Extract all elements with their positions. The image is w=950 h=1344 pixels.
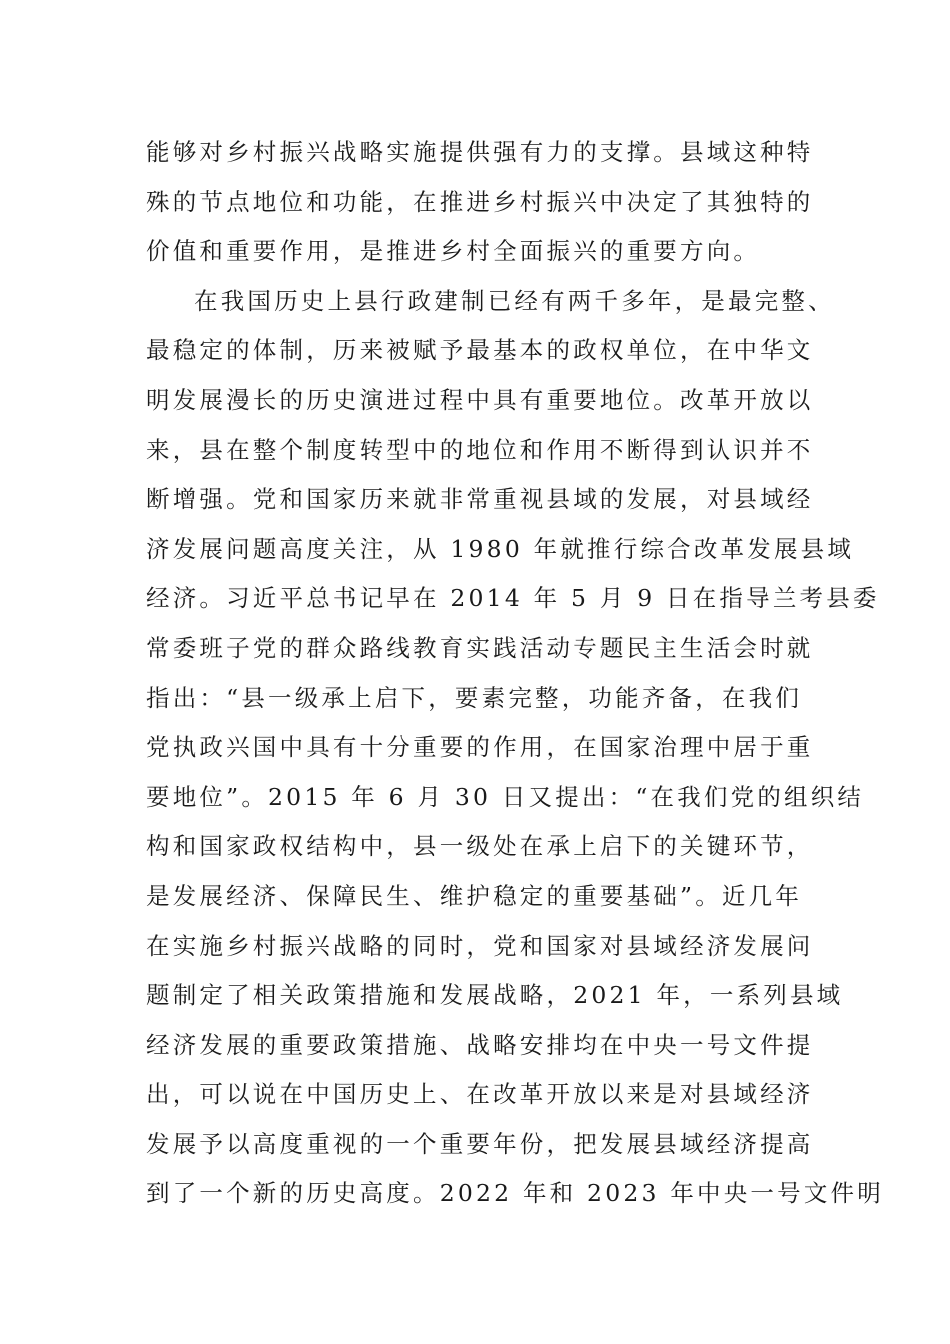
text-line: 要地位”。2015 年 6 月 30 日又提出：“在我们党的组织结 — [146, 782, 865, 811]
text-line: 经济。习近平总书记早在 2014 年 5 月 9 日在指导兰考县委 — [146, 584, 880, 613]
text-line: 在实施乡村振兴战略的同时，党和国家对县域经济发展问 — [146, 931, 814, 960]
text-line: 最稳定的体制，历来被赋予最基本的政权单位，在中华文 — [146, 336, 814, 365]
text-line: 济发展问题高度关注，从 1980 年就推行综合改革发展县域 — [146, 534, 855, 563]
text-line: 到了一个新的历史高度。2022 年和 2023 年中央一号文件明 — [146, 1179, 884, 1208]
paragraph — [146, 128, 816, 277]
text-line: 断增强。党和国家历来就非常重视县域的发展，对县域经 — [146, 485, 814, 514]
text-line: 题制定了相关政策措施和发展战略，2021 年，一系列县域 — [146, 981, 844, 1010]
text-line: 经济发展的重要政策措施、战略安排均在中央一号文件提 — [146, 1030, 814, 1059]
text-line: 出，可以说在中国历史上、在改革开放以来是对县域经济 — [146, 1080, 814, 1109]
text-line: 常委班子党的群众路线教育实践活动专题民主生活会时就 — [146, 633, 814, 662]
text-line: 殊的节点地位和功能，在推进乡村振兴中决定了其独特的 — [146, 187, 814, 216]
text-line: 指出：“县一级承上启下，要素完整，功能齐备，在我们 — [146, 683, 803, 712]
text-line: 在我国历史上县行政建制已经有两千多年，是最完整、 — [194, 286, 835, 315]
text-line: 来，县在整个制度转型中的地位和作用不断得到认识并不 — [146, 435, 814, 464]
text-line: 是发展经济、保障民生、维护稳定的重要基础”。近几年 — [146, 881, 803, 910]
body-text — [146, 128, 884, 1219]
text-line: 构和国家政权结构中，县一级处在承上启下的关键环节， — [146, 832, 814, 861]
text-line: 党执政兴国中具有十分重要的作用，在国家治理中居于重 — [146, 733, 814, 762]
paragraph — [146, 277, 884, 1219]
text-line: 明发展漫长的历史演进过程中具有重要地位。改革开放以 — [146, 385, 814, 414]
text-line: 能够对乡村振兴战略实施提供强有力的支撑。县域这种特 — [146, 138, 814, 166]
text-line: 价值和重要作用，是推进乡村全面振兴的重要方向。 — [146, 237, 761, 266]
text-line: 发展予以高度重视的一个重要年份，把发展县域经济提高 — [146, 1129, 814, 1158]
